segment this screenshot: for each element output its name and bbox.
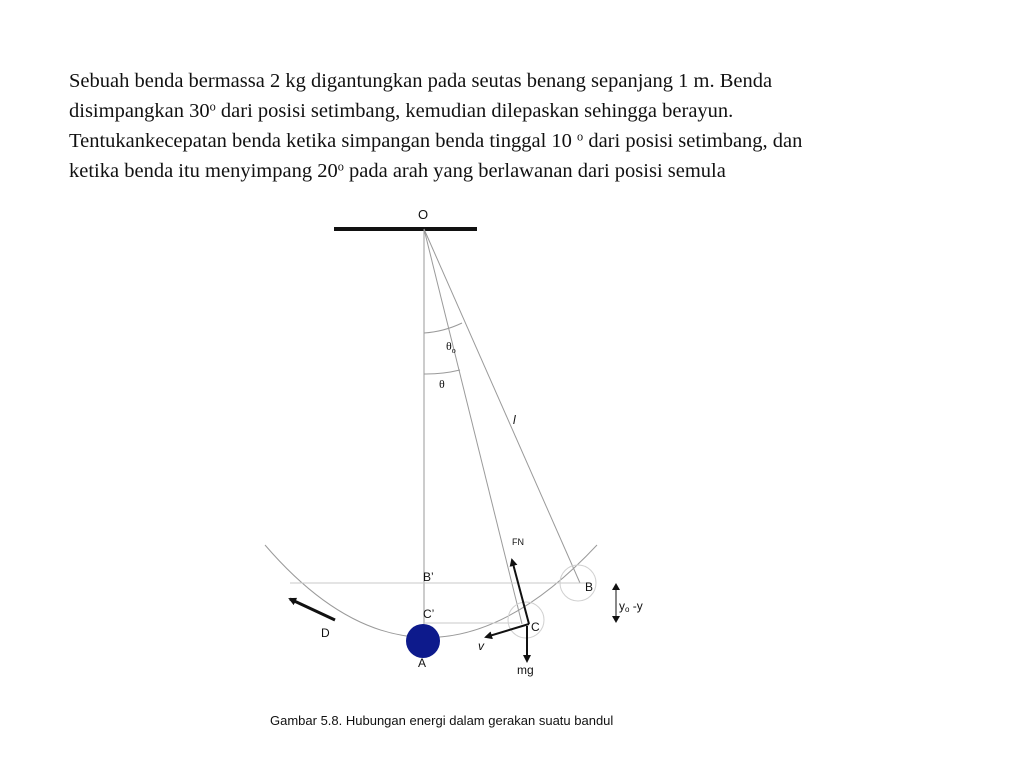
label-C: C [531, 620, 540, 634]
problem-line-3: Tentukankecepatan benda ketika simpangan benda tinggal 10 $^o$ dari posisi setimbang, dan [69, 129, 803, 152]
degree-sup: o [577, 129, 584, 144]
velocity-arrow [486, 624, 529, 637]
label-C-prime: C’ [423, 607, 435, 621]
problem-line-2: disimpangkan 30$^o$ dari posisi setimbang, kemudian dilepaskan sehingga berayun. [69, 99, 734, 122]
height-indicator-bottom-head [612, 616, 620, 623]
problem-line-1: Sebuah benda bermassa 2 kg digantungkan pada seutas benang sepanjang 1 m. Benda [69, 70, 773, 92]
label-weight: mg [517, 663, 534, 677]
degree-sup: o [337, 159, 344, 174]
label-O: O [418, 207, 429, 222]
string-to-C [424, 229, 522, 624]
direction-arrow-D [290, 599, 335, 620]
label-length: l [513, 413, 516, 427]
figure-caption: Gambar 5.8. Hubungan energi dalam gerakan suatu bandul [270, 713, 614, 728]
label-B: B [585, 580, 594, 594]
label-D: D [321, 626, 330, 640]
label-theta: θ [439, 377, 445, 391]
string-to-B [424, 229, 580, 583]
angle-arc-theta-o [424, 323, 462, 333]
label-normal-force: FN [512, 537, 524, 547]
label-height-difference: yo -y [619, 599, 643, 614]
label-theta-o: $\theta_o$ [446, 339, 456, 355]
angle-arc-theta [424, 370, 460, 374]
label-velocity: v [478, 639, 484, 653]
problem-line-4: ketika benda itu menyimpang 20$^o$ pada arah yang berlawanan dari posisi semula [69, 159, 726, 182]
pendulum-bob [406, 624, 440, 658]
label-B-prime: B’ [423, 570, 434, 584]
swing-path [265, 545, 597, 638]
degree-sup: o [209, 99, 216, 114]
height-indicator-top-head [612, 583, 620, 590]
label-A: A [418, 656, 427, 670]
